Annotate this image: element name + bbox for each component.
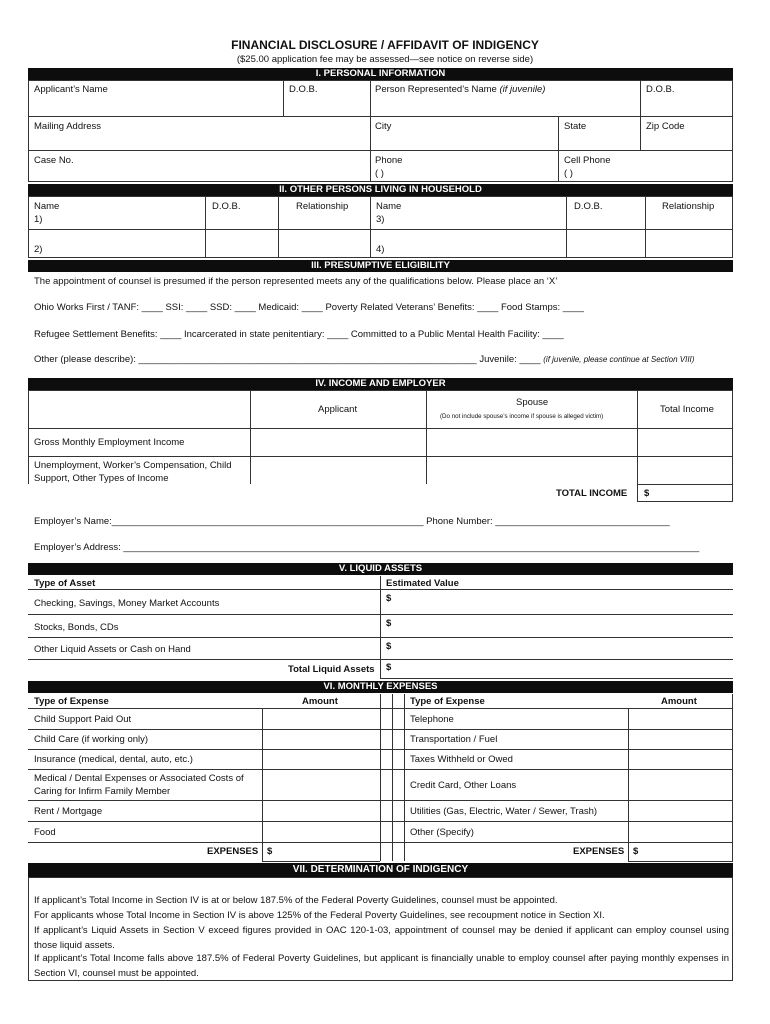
applicant-name-field[interactable]: Applicant’s Name — [34, 84, 108, 95]
state-field[interactable]: State — [564, 121, 587, 132]
asset-stocks-value[interactable]: $ — [386, 618, 392, 629]
person-represented-dob-field[interactable]: D.O.B. — [646, 84, 675, 95]
employer-address-line[interactable]: Employer’s Address: _____________________________________________________________________________________________________________ — [34, 542, 700, 553]
household-member-3[interactable]: 3) — [376, 214, 385, 225]
section-4-header: IV. INCOME AND EMPLOYER — [28, 378, 733, 390]
section-6-header: VI. MONTHLY EXPENSES — [28, 681, 733, 693]
person-represented-field[interactable] — [375, 84, 545, 95]
household-name-header-2: Name — [376, 201, 402, 212]
cell-phone-field[interactable]: Cell Phone — [564, 155, 611, 166]
section-1-header: I. PERSONAL INFORMATION — [28, 68, 733, 80]
cell-area-code: ( ) — [564, 168, 573, 179]
asset-row-checking: Checking, Savings, Money Market Accounts — [34, 598, 220, 609]
employer-name-line[interactable]: Employer’s Name:___________________________________________________________ Phone Number: _________________________________ — [34, 516, 670, 527]
determination-paragraph-4: If applicant’s Total Income falls above 187.5% of Federal Poverty Guidelines, but applicant is financially unable to employ counsel after paying monthly expenses in Section VI, counsel must be appointed. — [34, 953, 729, 979]
household-member-4[interactable]: 4) — [376, 244, 385, 255]
expense-amount-header-right: Amount — [661, 696, 697, 707]
person-represented-label: Person Represented’s Name — [375, 84, 497, 95]
household-member-1[interactable]: 1) — [34, 214, 43, 225]
eligibility-intro: The appointment of counsel is presumed if the person represented meets any of the qualifications below. Please place an ‘X’ — [34, 276, 558, 287]
asset-row-other: Other Liquid Assets or Cash on Hand — [34, 644, 191, 655]
gross-employment-income-label: Gross Monthly Employment Income — [34, 437, 185, 448]
expense-taxes: Taxes Withheld or Owed — [410, 754, 513, 765]
income-spouse-header: Spouse — [516, 397, 549, 408]
eligibility-other-and-juvenile: Other (please describe): ________________________________________________________________ Juvenile: ____ — [34, 354, 541, 365]
total-liquid-assets-label: Total Liquid Assets — [288, 664, 375, 675]
expense-credit-card: Credit Card, Other Loans — [410, 780, 517, 791]
section-2-header: II. OTHER PERSONS LIVING IN HOUSEHOLD — [28, 184, 733, 196]
spouse-income-note: (Do not include spouse’s income if spouse is alleged victim) — [440, 413, 604, 420]
section-3-header: III. PRESUMPTIVE ELIGIBILITY — [28, 260, 733, 272]
total-income-label: TOTAL INCOME — [556, 488, 628, 499]
household-dob-header-2: D.O.B. — [574, 201, 603, 212]
expense-utilities: Utilities (Gas, Electric, Water / Sewer, Trash) — [410, 806, 598, 817]
household-dob-header-1: D.O.B. — [212, 201, 241, 212]
phone-field[interactable]: Phone — [375, 155, 403, 166]
expense-type-header-left: Type of Expense — [34, 696, 109, 707]
phone-area-code: ( ) — [375, 168, 384, 179]
asset-row-stocks: Stocks, Bonds, CDs — [34, 622, 119, 633]
eligibility-line-3[interactable] — [34, 354, 694, 365]
expense-child-support: Child Support Paid Out — [34, 714, 132, 725]
juvenile-continue-note: (if juvenile, please continue at Section VIII) — [543, 355, 695, 364]
household-relationship-header-2: Relationship — [662, 201, 715, 212]
expenses-total-field-left[interactable]: $ — [267, 846, 273, 857]
expense-other: Other (Specify) — [410, 827, 474, 838]
expense-amount-header-left: Amount — [302, 696, 338, 707]
case-number-field[interactable]: Case No. — [34, 155, 74, 166]
form-title: FINANCIAL DISCLOSURE / AFFIDAVIT OF INDIGENCY — [231, 38, 539, 52]
determination-paragraph-2: For applicants whose Total Income in Section IV is above 125% of the Federal Poverty Guidelines, see recoupment notice in Section XI. — [34, 910, 605, 921]
applicant-dob-field[interactable]: D.O.B. — [289, 84, 318, 95]
section-7-header: VII. DETERMINATION OF INDIGENCY — [28, 863, 733, 877]
household-member-2[interactable]: 2) — [34, 244, 43, 255]
expense-medical: Medical / Dental Expenses or Associated Costs of Caring for Infirm Family Member — [34, 773, 244, 797]
expense-child-care: Child Care (if working only) — [34, 734, 149, 745]
mailing-address-field[interactable]: Mailing Address — [34, 121, 102, 132]
form-subtitle: ($25.00 application fee may be assessed—see notice on reverse side) — [236, 54, 534, 65]
expense-food: Food — [34, 827, 56, 838]
asset-checking-value[interactable]: $ — [386, 593, 392, 604]
determination-paragraph-3: If applicant’s Liquid Assets in Section V exceed figures provided in OAC 120-1-03, appointment of counsel may be denied if applicant can employ counsel using those liquid assets. — [34, 925, 729, 951]
other-income-label: Unemployment, Worker’s Compensation, Child Support, Other Types of Income — [34, 460, 232, 484]
determination-paragraph-1: If applicant’s Total Income in Section IV is at or below 187.5% of the Federal Poverty Guidelines, counsel must be appointed. — [34, 895, 558, 906]
expense-rent: Rent / Mortgage — [34, 806, 103, 817]
expense-telephone: Telephone — [410, 714, 454, 725]
zip-code-field[interactable]: Zip Code — [646, 121, 685, 132]
income-total-header: Total Income — [660, 404, 714, 415]
section-5-header: V. LIQUID ASSETS — [28, 563, 733, 575]
total-income-field[interactable]: $ — [644, 488, 650, 499]
total-liquid-assets-field[interactable]: $ — [386, 662, 392, 673]
expense-type-header-right: Type of Expense — [410, 696, 485, 707]
eligibility-line-2[interactable]: Refugee Settlement Benefits: ____ Incarcerated in state penitentiary: ____ Committed to a Public Mental Health Facility: ____ — [34, 329, 564, 340]
expenses-total-label-left: EXPENSES — [207, 846, 259, 857]
juvenile-note: (if juvenile) — [499, 84, 546, 95]
expenses-total-label-right: EXPENSES — [573, 846, 625, 857]
asset-value-header: Estimated Value — [386, 578, 459, 589]
asset-other-value[interactable]: $ — [386, 641, 392, 652]
household-name-header-1: Name — [34, 201, 60, 212]
city-field[interactable]: City — [375, 121, 392, 132]
eligibility-line-1[interactable]: Ohio Works First / TANF: ____ SSI: ____ SSD: ____ Medicaid: ____ Poverty Related Veterans’ Benefits: ____ Food Stamps: ____ — [34, 302, 584, 313]
household-relationship-header-1: Relationship — [296, 201, 349, 212]
expenses-total-field-right[interactable]: $ — [633, 846, 639, 857]
expense-transportation: Transportation / Fuel — [410, 734, 498, 745]
asset-type-header: Type of Asset — [34, 578, 96, 589]
expense-insurance: Insurance (medical, dental, auto, etc.) — [34, 754, 193, 765]
income-applicant-header: Applicant — [318, 404, 358, 415]
